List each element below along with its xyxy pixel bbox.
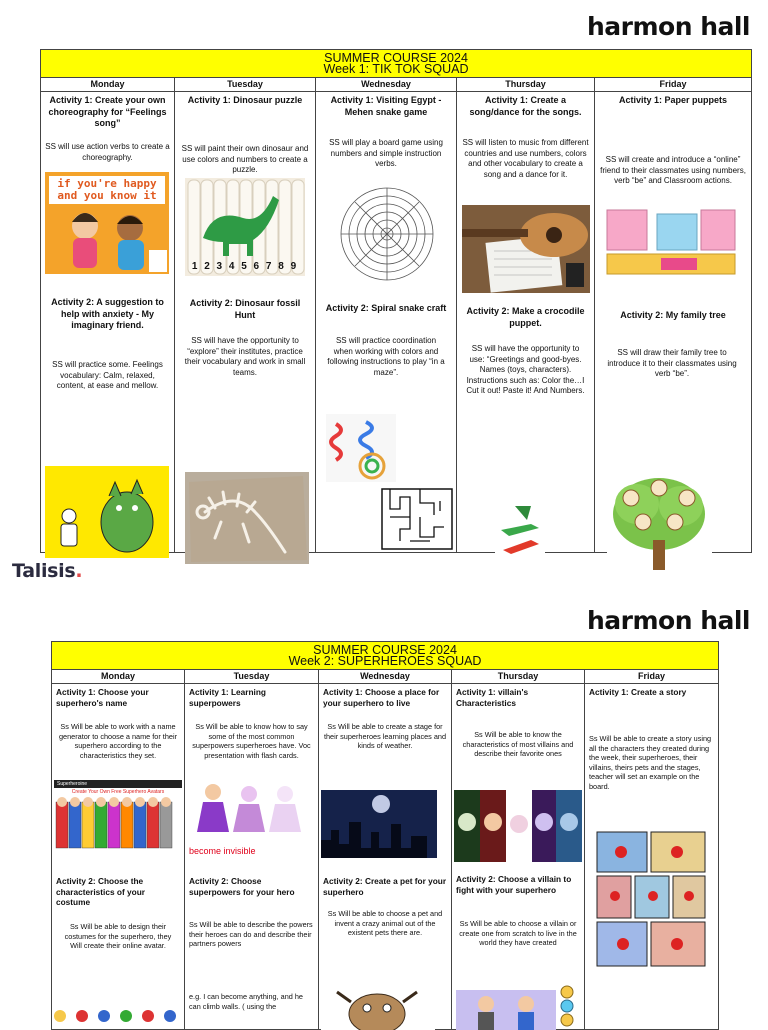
superhero-avatars-image: Superheroine Create Your Own Free Superhero Avatars — [54, 780, 182, 856]
week2-friday-cell — [585, 684, 719, 1030]
day-friday: Friday — [585, 670, 719, 684]
comic-story-image — [595, 830, 707, 970]
activity-description: Ss Will be able to choose a pet and invent a crazy animal out of the existent pets there are. — [327, 909, 443, 938]
talisis-logo: Talisis. — [12, 560, 83, 582]
activity-title: Activity 2: Spiral snake craft — [325, 303, 447, 313]
day-wednesday: Wednesday — [316, 78, 457, 92]
activity-title: Activity 1: Dinosaur puzzle — [187, 95, 303, 105]
imaginary-friend-image — [45, 466, 169, 558]
activity-description: SS will paint their own dinosaur and use colors and numbers to create a puzzle. — [181, 144, 309, 174]
activity-description: SS will practice some. Feelings vocabulary: Calm, relaxed, content, at ease and mellow. — [52, 360, 163, 390]
activity-title: Activity 1: Choose a place for your superhero to live — [323, 687, 440, 708]
maze-image — [380, 487, 454, 551]
happy-book-image: if you're happy and you know it — [45, 172, 169, 274]
activity-title: Activity 1: Create a story — [589, 687, 687, 697]
day-monday: Monday — [41, 78, 175, 92]
week1-title: SUMMER COURSE 2024 Week 1: TIK TOK SQUAD — [41, 50, 752, 78]
day-thursday: Thursday — [452, 670, 585, 684]
day-friday: Friday — [595, 78, 752, 92]
week1-table — [40, 49, 752, 553]
activity-title: Activity 1: Visiting Egypt - Mehen snake game — [330, 95, 442, 117]
activity-title: Activity 2: Dinosaur fossil Hunt — [189, 298, 301, 320]
crazy-pet-image — [321, 984, 435, 1030]
dinosaur-puzzle-image: 1 2 3 4 5 6 7 8 9 — [185, 178, 305, 276]
activity-description: SS will play a board game using numbers and simple instruction verbs. — [329, 138, 443, 168]
activity-title: Activity 1: Paper puppets — [619, 95, 728, 105]
week2-wednesday-cell — [319, 684, 452, 1030]
activity-title: Activity 2: A suggestion to help with anxiety - My imaginary friend. — [51, 297, 164, 330]
activity-description: SS will create and introduce a “online” friend to their classmates using numbers, verb “be” and Classroom actions. — [600, 155, 746, 185]
activity-title: Activity 1: Learning superpowers — [189, 687, 266, 708]
activity-description: SS will have the opportunity to use: “Greetings and good-byes. Names (toys, characters). Instructions such as: Color the…I Cut it out! Paste it! And Numbers. — [466, 344, 585, 395]
night-city-image — [321, 790, 437, 858]
week2-table — [51, 641, 719, 1030]
week1-monday-cell — [41, 92, 175, 553]
spiral-snake-image — [326, 414, 396, 482]
guitar-writing-image — [462, 205, 590, 293]
activity-title: Activity 2: Choose superpowers for your hero — [189, 876, 295, 897]
activity-title: Activity 2: My family tree — [620, 310, 726, 320]
day-wednesday: Wednesday — [319, 670, 452, 684]
activity-description: Ss Will be able to design their costumes for the superhero, they Will create their online avatar. — [64, 922, 172, 951]
week1-thursday-cell — [457, 92, 595, 553]
activity-title: Activity 1: villain's Characteristics — [456, 687, 529, 708]
day-monday: Monday — [52, 670, 185, 684]
activity-description: Ss Will be able to work with a name generator to choose a name for their superhero according to the characteristics they set. — [58, 722, 178, 760]
activity-description: SS will draw their family tree to introduce it to their classmates using verb “be”. — [607, 348, 737, 378]
activity-title: Activity 2: Choose the characteristics of your costume — [56, 876, 145, 907]
activity-title: Activity 2: Make a crocodile puppet. — [466, 306, 585, 328]
week2-tuesday-cell — [185, 684, 319, 1030]
harmon-hall-logo: harmon hall — [586, 12, 750, 41]
activity-description: SS will listen to music from different countries and use numbers, colors and other vocabulary to create a song and a dance for it. — [462, 138, 589, 179]
activity-description: SS will use action verbs to create a choreography. — [45, 142, 170, 162]
activity-description: SS will practice coordination when working with colors and following instructions to play “in a maze”. — [327, 336, 445, 377]
family-tree-image — [607, 470, 712, 574]
fossil-image — [185, 472, 309, 564]
activity-description: Ss Will be able to choose a villain or create one from scratch to live in the world they have created — [459, 919, 577, 948]
harmon-hall-logo-2: harmon hall — [586, 606, 750, 635]
activity-description: Ss Will be able to know how to say some of the most common superpowers superheroes have. Voc presentation with flash cards. — [192, 722, 311, 760]
villains-image — [454, 790, 582, 862]
activity-description: Ss Will be able to describe the powers their heroes can do and describe their partners powers — [189, 920, 313, 949]
activity-title: Activity 2: Choose a villain to fight with your superhero — [456, 874, 572, 895]
day-tuesday: Tuesday — [175, 78, 316, 92]
villain-fight-image — [456, 990, 556, 1030]
crocodile-puppet-image — [495, 500, 545, 564]
costume-avatars-image — [52, 1006, 182, 1030]
week2-thursday-cell — [452, 684, 585, 1030]
activity-description: Ss Will be able to create a stage for their superheroes learning places and kinds of weather. — [323, 722, 447, 751]
week1-friday-cell — [595, 92, 752, 553]
villain-icons — [556, 984, 578, 1030]
paper-puppet-image — [601, 204, 739, 286]
activity-description: SS will have the opportunity to “explore” their institutes, practice their vocabulary and work in small teams. — [184, 336, 306, 377]
week1-tuesday-cell — [175, 92, 316, 553]
activity-title: Activity 1: Choose your superhero's name — [56, 687, 149, 708]
invisible-flashcard-image: become invisible — [189, 778, 313, 858]
day-thursday: Thursday — [457, 78, 595, 92]
week2-title: SUMMER COURSE 2024 Week 2: SUPERHEROES SQUAD — [52, 642, 719, 670]
activity-description: Ss Will be able to create a story using all the characters they created during the week, their superheroes, their villains, theirs pets and the stages, teacher will set an example on the board. — [589, 734, 712, 791]
activity-title: Activity 1: Create your own choreography for “Feelings song” — [48, 95, 167, 128]
day-tuesday: Tuesday — [185, 670, 319, 684]
activity-example: e.g. I can become anything, and he can climb walls. ( using the — [189, 992, 303, 1011]
activity-title: Activity 2: Create a pet for your superhero — [323, 876, 447, 897]
mehen-board-image — [328, 178, 446, 282]
week2-monday-cell — [52, 684, 185, 1030]
activity-title: Activity 1: Create a song/dance for the songs. — [469, 95, 582, 117]
week1-wednesday-cell — [316, 92, 457, 553]
activity-description: Ss Will be able to know the characteristics of most villains and describe their favorite ones — [462, 730, 574, 759]
